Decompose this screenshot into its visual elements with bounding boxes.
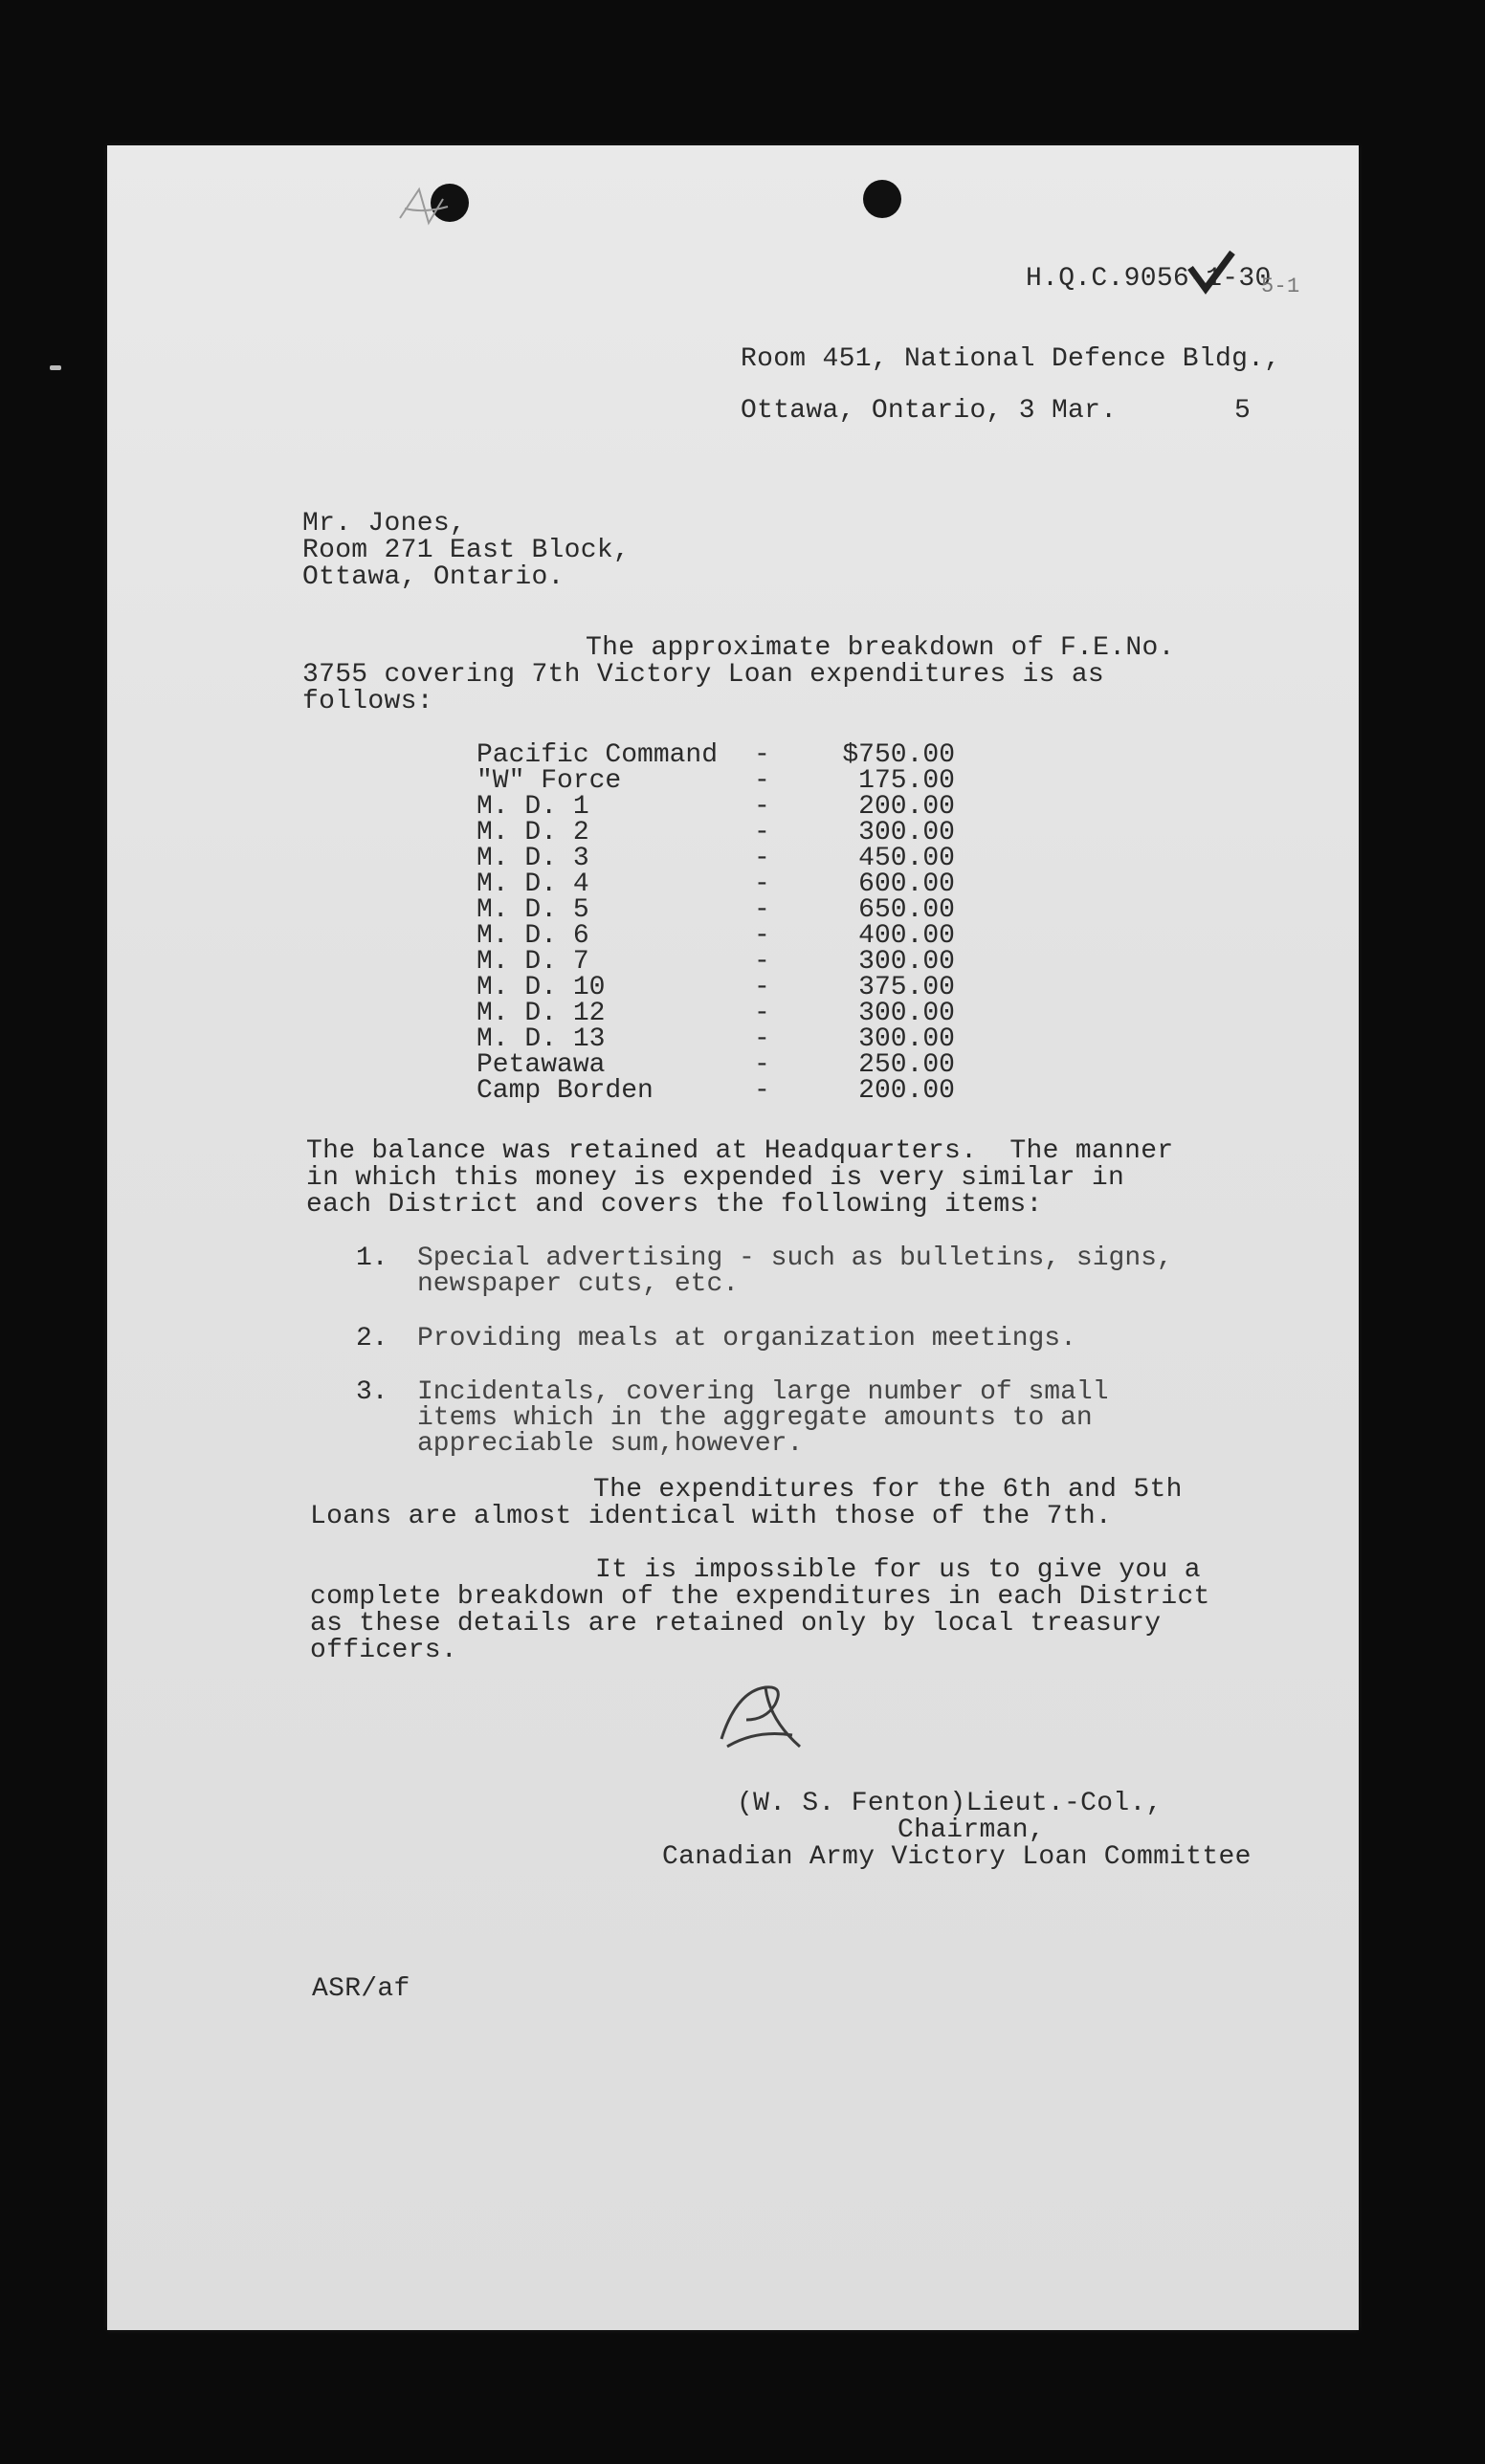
expenditure-location: M. D. 5 xyxy=(477,895,589,925)
expenditure-dash: - xyxy=(754,999,770,1028)
address-line: Room 451, National Defence Bldg., xyxy=(741,344,1281,374)
balance-line-2: in which this money is expended is very similar in xyxy=(306,1163,1125,1193)
expenditure-location: M. D. 1 xyxy=(477,792,589,822)
expenditure-dash: - xyxy=(754,740,770,770)
item-3-number: 3. xyxy=(356,1377,388,1407)
expenditure-location: Petawawa xyxy=(477,1050,606,1080)
year-digit: 5 xyxy=(1234,396,1252,426)
loans-line-1: The expenditures for the 6th and 5th xyxy=(593,1475,1183,1505)
expenditure-location: M. D. 10 xyxy=(477,973,606,1002)
expenditure-table xyxy=(477,742,955,1104)
recipient-name: Mr. Jones, xyxy=(302,509,467,539)
letter-page xyxy=(107,145,1359,2330)
impossible-line-1: It is impossible for us to give you a xyxy=(595,1555,1201,1585)
expenditure-row xyxy=(477,923,955,949)
item-2-line-1: Providing meals at organization meetings. xyxy=(417,1324,1076,1353)
expenditure-location: M. D. 4 xyxy=(477,869,589,899)
impossible-line-4: officers. xyxy=(310,1636,457,1665)
expenditure-amount: 200.00 xyxy=(858,1076,955,1106)
expenditure-row xyxy=(477,871,955,897)
handwritten-initial-signature xyxy=(708,1672,813,1758)
expenditure-row xyxy=(477,742,955,768)
city-date: Ottawa, Ontario, 3 Mar. xyxy=(741,396,1118,426)
expenditure-location: M. D. 2 xyxy=(477,818,589,847)
item-2-number: 2. xyxy=(356,1324,388,1353)
item-1-line-1: Special advertising - such as bulletins, signs, xyxy=(417,1243,1173,1273)
expenditure-row xyxy=(477,1052,955,1078)
expenditure-amount: $750.00 xyxy=(842,740,955,770)
item-3-line-1: Incidentals, covering large number of small xyxy=(417,1377,1109,1407)
expenditure-row xyxy=(477,1078,955,1104)
expenditure-row xyxy=(477,768,955,794)
scan-speck xyxy=(50,365,61,370)
expenditure-dash: - xyxy=(754,792,770,822)
corner-mark: 5-1 xyxy=(1261,275,1300,298)
expenditure-dash: - xyxy=(754,869,770,899)
recipient-city: Ottawa, Ontario. xyxy=(302,562,565,592)
expenditure-location: Camp Borden xyxy=(477,1076,654,1106)
signature-name-title: (W. S. Fenton)Lieut.-Col., xyxy=(737,1789,1163,1818)
expenditure-dash: - xyxy=(754,818,770,847)
expenditure-location: M. D. 3 xyxy=(477,844,589,873)
expenditure-amount: 450.00 xyxy=(858,844,955,873)
impossible-line-3: as these details are retained only by local treasury xyxy=(310,1609,1162,1639)
expenditure-dash: - xyxy=(754,1076,770,1106)
item-1-number: 1. xyxy=(356,1243,388,1273)
expenditure-dash: - xyxy=(754,973,770,1002)
expenditure-amount: 300.00 xyxy=(858,947,955,977)
expenditure-amount: 650.00 xyxy=(858,895,955,925)
loans-line-2: Loans are almost identical with those of the 7th. xyxy=(310,1502,1113,1531)
expenditure-dash: - xyxy=(754,766,770,796)
expenditure-row xyxy=(477,1001,955,1026)
recipient-room: Room 271 East Block, xyxy=(302,536,631,565)
expenditure-row xyxy=(477,897,955,923)
expenditure-amount: 400.00 xyxy=(858,921,955,951)
expenditure-location: Pacific Command xyxy=(477,740,719,770)
expenditure-amount: 250.00 xyxy=(858,1050,955,1080)
expenditure-amount: 375.00 xyxy=(858,973,955,1002)
intro-line-3: follows: xyxy=(302,687,433,716)
expenditure-amount: 200.00 xyxy=(858,792,955,822)
expenditure-row xyxy=(477,949,955,975)
expenditure-row xyxy=(477,1026,955,1052)
expenditure-dash: - xyxy=(754,1050,770,1080)
expenditure-row xyxy=(477,820,955,846)
item-1-line-2: newspaper cuts, etc. xyxy=(417,1269,740,1299)
expenditure-dash: - xyxy=(754,895,770,925)
expenditure-row xyxy=(477,794,955,820)
expenditure-location: M. D. 6 xyxy=(477,921,589,951)
signature-committee: Canadian Army Victory Loan Committee xyxy=(662,1842,1252,1872)
expenditure-amount: 175.00 xyxy=(858,766,955,796)
expenditure-location: M. D. 12 xyxy=(477,999,606,1028)
expenditure-dash: - xyxy=(754,921,770,951)
expenditure-dash: - xyxy=(754,844,770,873)
expenditure-dash: - xyxy=(754,1024,770,1054)
expenditure-amount: 600.00 xyxy=(858,869,955,899)
pencil-scribble-mark xyxy=(390,180,457,237)
check-mark xyxy=(1185,247,1238,297)
expenditure-amount: 300.00 xyxy=(858,1024,955,1054)
intro-line-2: 3755 covering 7th Victory Loan expenditures is as xyxy=(302,660,1105,690)
expenditure-dash: - xyxy=(754,947,770,977)
signature-role: Chairman, xyxy=(898,1815,1045,1845)
punch-hole-right xyxy=(863,180,901,218)
impossible-line-2: complete breakdown of the expenditures in each District xyxy=(310,1582,1210,1612)
item-3-line-3: appreciable sum,however. xyxy=(417,1429,804,1459)
balance-line-1: The balance was retained at Headquarters. The manner xyxy=(306,1136,1174,1166)
file-reference: H.Q.C.9056-1-30 xyxy=(1026,264,1272,294)
expenditure-row xyxy=(477,975,955,1001)
expenditure-location: M. D. 13 xyxy=(477,1024,606,1054)
item-3-line-2: items which in the aggregate amounts to an xyxy=(417,1403,1093,1433)
balance-line-3: each District and covers the following items: xyxy=(306,1190,1043,1220)
expenditure-location: "W" Force xyxy=(477,766,622,796)
expenditure-amount: 300.00 xyxy=(858,818,955,847)
reference-initials: ASR/af xyxy=(312,1974,410,2004)
intro-line-1: The approximate breakdown of F.E.No. xyxy=(586,633,1175,663)
expenditure-row xyxy=(477,846,955,871)
expenditure-location: M. D. 7 xyxy=(477,947,589,977)
expenditure-amount: 300.00 xyxy=(858,999,955,1028)
